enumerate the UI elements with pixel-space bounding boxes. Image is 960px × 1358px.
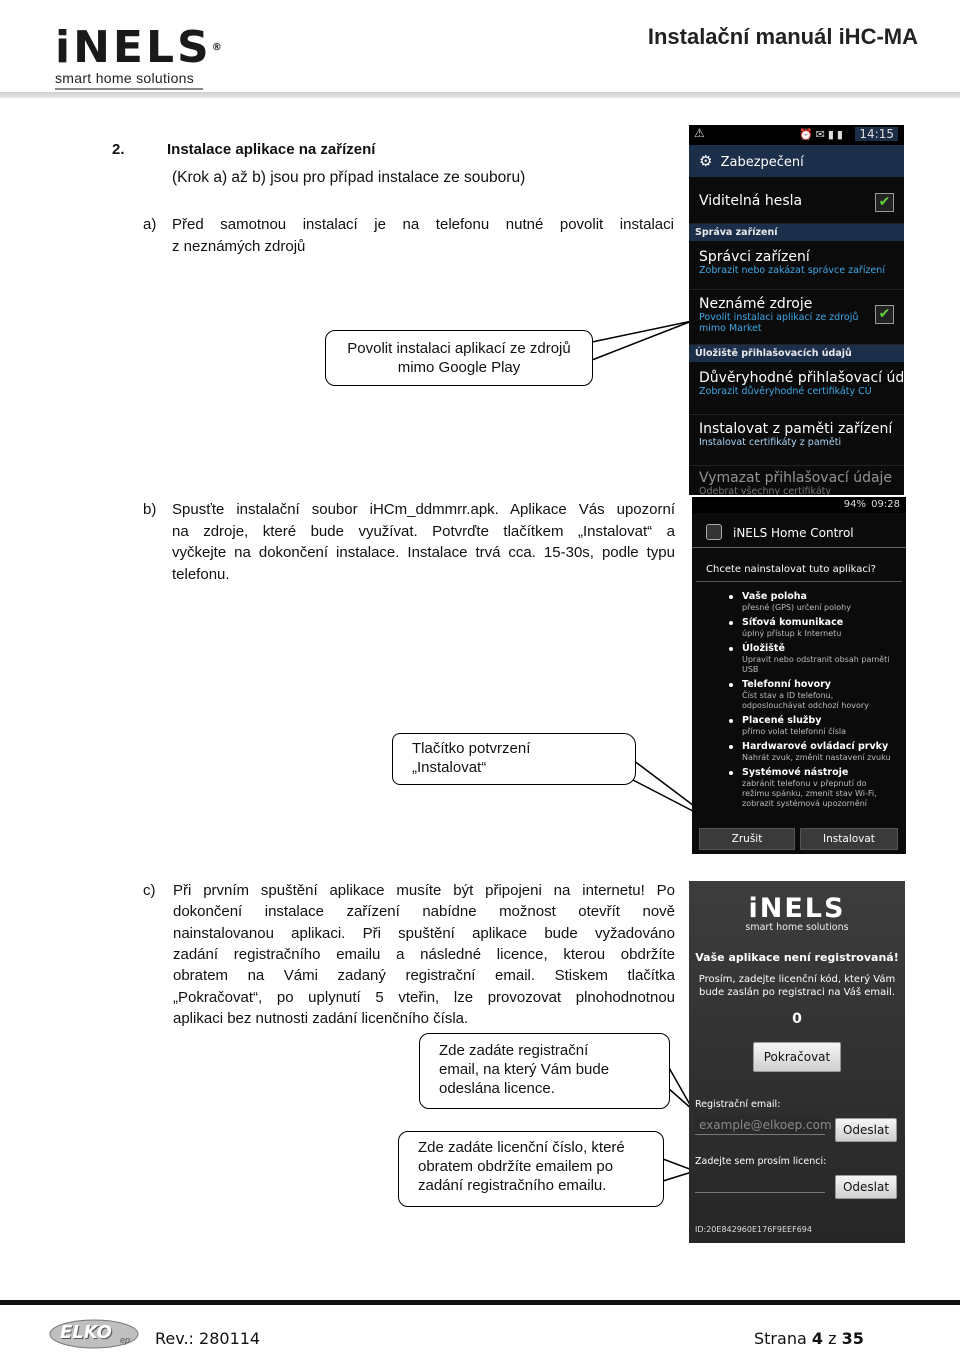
elko-wordmark: ELKO bbox=[60, 1322, 112, 1343]
gear-icon: ⚙ bbox=[699, 152, 713, 170]
permission-title: Telefonní hovory bbox=[742, 679, 831, 690]
setting-visible-passwords[interactable] bbox=[689, 187, 904, 224]
permission-title: Vaše poloha bbox=[742, 591, 807, 602]
header-rule bbox=[0, 92, 960, 98]
callout-c1-line1: Zde zadáte registrační bbox=[439, 1042, 589, 1059]
step-c-line: zadání registračního emailu a následné licence, kterou obdržíte bbox=[173, 946, 675, 963]
screenshot-install-permissions bbox=[692, 497, 906, 854]
registration-message-line1: Prosím, zadejte licenční kód, který Vám bbox=[698, 974, 896, 985]
permission-desc: úplný přístup k Internetu bbox=[742, 629, 842, 638]
inels-logo: iNELS® smart home solutions bbox=[55, 28, 225, 84]
install-question: Chcete nainstalovat tuto aplikaci? bbox=[706, 564, 876, 575]
logo-underline bbox=[55, 88, 203, 90]
elko-suffix: ep bbox=[120, 1335, 131, 1345]
step-a-line2: z neznámých zdrojů bbox=[172, 238, 306, 255]
logo-tagline: smart home solutions bbox=[55, 70, 195, 86]
license-input[interactable] bbox=[695, 1173, 825, 1193]
permission-desc: Nahrát zvuk, změnit nastavení zvuku bbox=[742, 753, 891, 762]
step-c-line: „Pokračovat“, po uplynutí 5 vteřin, lze provozovat plnohodnotnou bbox=[173, 989, 675, 1006]
callout-license bbox=[398, 1131, 664, 1207]
app-header bbox=[692, 513, 906, 548]
setting-subtitle: mimo Market bbox=[699, 323, 762, 334]
status-bar bbox=[692, 497, 906, 513]
callout-install-button bbox=[392, 733, 636, 785]
warning-icon: ⚠ bbox=[694, 126, 705, 140]
permission-desc: režimu spánku, zmenit stav Wi-Fi, bbox=[742, 789, 877, 798]
license-label: Zadejte sem prosím licenci: bbox=[695, 1156, 827, 1167]
countdown-counter: 0 bbox=[792, 1011, 802, 1027]
screenshot-security-settings bbox=[689, 125, 904, 495]
email-label: Registrační email: bbox=[695, 1099, 781, 1110]
settings-title: Zabezpečení bbox=[720, 155, 804, 170]
screenshot-registration bbox=[689, 881, 905, 1243]
setting-title: Neznámé zdroje bbox=[699, 296, 813, 312]
app-logo-wordmark: iNELS bbox=[748, 893, 846, 924]
permission-desc: odposlouchávat odchozí hovory bbox=[742, 701, 869, 710]
setting-title: Vymazat přihlašovací údaje bbox=[699, 470, 893, 486]
callout-unknown-sources bbox=[325, 330, 593, 386]
status-bar bbox=[689, 125, 904, 145]
permission-desc: zobrazit systémová upozornění bbox=[742, 799, 868, 808]
status-icons: ⏰✉▮▮ bbox=[798, 128, 846, 141]
battery-level: 94% bbox=[843, 499, 866, 510]
callout-a-line1: Povolit instalaci aplikací ze zdrojů bbox=[347, 340, 571, 357]
permission-title: Placené služby bbox=[742, 715, 822, 726]
permission-desc: zabránit telefonu v přepnutí do bbox=[742, 779, 867, 788]
callout-a-line2: mimo Google Play bbox=[397, 359, 521, 376]
setting-install-from-storage[interactable] bbox=[689, 415, 904, 466]
permission-item bbox=[696, 715, 902, 737]
setting-title: Viditelná hesla bbox=[699, 193, 803, 209]
setting-clear-credentials[interactable] bbox=[689, 466, 904, 495]
callout-c1-line2: email, na který Vám bude bbox=[439, 1061, 610, 1078]
permission-desc: Číst stav a ID telefonu, bbox=[742, 691, 834, 700]
setting-subtitle: Zobrazit nebo zakázat správce zařízení bbox=[699, 265, 885, 276]
android-app-icon bbox=[706, 524, 722, 540]
setting-title: Důvěryhodné přihlašovací úd bbox=[699, 370, 904, 386]
continue-button[interactable]: Pokračovat bbox=[753, 1042, 841, 1072]
setting-subtitle: Povolit instalaci aplikací ze zdrojů bbox=[699, 312, 859, 323]
settings-header bbox=[689, 145, 904, 177]
setting-trusted-credentials[interactable] bbox=[689, 362, 904, 415]
setting-title: Správci zařízení bbox=[699, 249, 810, 265]
step-b-line2: na zdroje, které bude využívat. Potvrďte tlačítkem „Instalovat“ a bbox=[172, 523, 675, 540]
page-number bbox=[754, 1329, 864, 1348]
page-separator: z bbox=[828, 1329, 837, 1348]
registration-message-line2: bude zaslán po registraci na Váš email. bbox=[699, 987, 895, 998]
page-prefix: Strana bbox=[754, 1329, 807, 1348]
step-b-label: b) bbox=[143, 501, 157, 518]
logo-wordmark: iNELS bbox=[55, 22, 212, 73]
setting-subtitle: Odebrat všechny certifikáty bbox=[699, 486, 832, 495]
email-placeholder: example@elkoep.com bbox=[699, 1118, 832, 1132]
callout-b-line1: Tlačítko potvrzení bbox=[412, 740, 531, 757]
app-logo-tagline: smart home solutions bbox=[745, 922, 849, 933]
send-email-button[interactable]: Odeslat bbox=[835, 1118, 897, 1142]
permission-item bbox=[696, 643, 902, 675]
callout-b-line2: „Instalovat“ bbox=[412, 759, 487, 776]
step-b-line3: vyčkejte na dokončení instalace. Instalace trvá cca. 15-30s, podle typu bbox=[172, 544, 675, 561]
permission-desc: Upravit nebo odstranit obsah paměti bbox=[742, 655, 890, 664]
permission-title: Úložiště bbox=[742, 643, 785, 654]
permission-title: Systémové nástroje bbox=[742, 767, 849, 778]
revision: Rev.: 280114 bbox=[155, 1329, 261, 1348]
callout-c1-line3: odeslána licence. bbox=[439, 1080, 555, 1097]
callout-c2-line1: Zde zadáte licenční číslo, které bbox=[418, 1139, 625, 1156]
install-button[interactable]: Instalovat bbox=[800, 828, 898, 850]
step-c-line: obratem na Vámi zadaný registrační email. Stiskem tlačítka bbox=[173, 967, 675, 984]
permission-desc: přímo volat telefonní čísla bbox=[742, 727, 846, 736]
step-a-line1: Před samotnou instalací je na telefonu nutné povolit instalaci bbox=[172, 216, 674, 233]
permission-title: Hardwarové ovládací prvky bbox=[742, 741, 889, 752]
step-c-line: Při prvním spuštění aplikace musíte být připojeni na internetu! Po bbox=[173, 882, 675, 899]
permission-title: Síťová komunikace bbox=[742, 617, 844, 628]
setting-unknown-sources[interactable] bbox=[689, 290, 904, 345]
send-license-button[interactable]: Odeslat bbox=[835, 1175, 897, 1199]
permission-item bbox=[696, 767, 902, 809]
permission-desc: přesné (GPS) určení polohy bbox=[742, 603, 851, 612]
step-c-line: dokončení instalace zařízení nabídne možnost otevřít nově bbox=[173, 903, 675, 920]
status-time: 09:28 bbox=[871, 499, 900, 510]
permission-list bbox=[696, 581, 902, 809]
step-c-line: nainstalovanou aplikaci. Při spuštění aplikace bude vyžadováno bbox=[173, 925, 675, 942]
setting-subtitle: Zobrazit důvěryhodné certifikáty CÚ bbox=[699, 386, 872, 397]
page-total: 35 bbox=[841, 1329, 864, 1348]
permission-item bbox=[696, 741, 902, 763]
section-credential-storage: Úložiště přihlašovacích údajů bbox=[689, 345, 904, 362]
app-name: iNELS Home Control bbox=[733, 526, 854, 540]
section-title: Instalace aplikace na zařízení bbox=[167, 141, 376, 158]
checkbox-checked-icon[interactable]: ✔ bbox=[875, 193, 894, 212]
device-id: ID:20E842960E176F9EEF694 bbox=[695, 1225, 812, 1234]
footer-rule bbox=[0, 1300, 960, 1305]
callout-a-pointer bbox=[590, 318, 695, 376]
permission-item bbox=[696, 679, 902, 711]
step-b-line4: telefonu. bbox=[172, 566, 230, 583]
registration-message bbox=[689, 973, 905, 999]
section-note: (Krok a) až b) jsou pro případ instalace ze souboru) bbox=[172, 169, 526, 186]
setting-device-admins[interactable] bbox=[689, 241, 904, 290]
step-b-line1: Spusťte instalační soubor iHCm_ddmmrr.apk. Aplikace Vás upozorní bbox=[172, 501, 675, 518]
step-c-label: c) bbox=[143, 882, 156, 899]
permission-item bbox=[696, 617, 902, 639]
elko-logo bbox=[48, 1318, 140, 1350]
registration-heading: Vaše aplikace není registrovaná! bbox=[695, 951, 899, 964]
step-a-label: a) bbox=[143, 216, 157, 233]
setting-title: Instalovat z paměti zařízení bbox=[699, 421, 893, 437]
permission-desc: USB bbox=[742, 665, 759, 674]
callout-c2-line2: obratem obdržíte emailem po bbox=[418, 1158, 614, 1175]
document-title: Instalační manuál iHC-MA bbox=[647, 24, 918, 49]
callout-email bbox=[419, 1033, 670, 1109]
page-current: 4 bbox=[811, 1329, 823, 1348]
email-input[interactable] bbox=[695, 1115, 832, 1135]
callout-c2-line3: zadání registračního emailu. bbox=[418, 1177, 607, 1194]
cancel-button[interactable]: Zrušit bbox=[699, 828, 795, 850]
status-time: 14:15 bbox=[855, 127, 898, 141]
setting-subtitle: Instalovat certifikáty z paměti bbox=[699, 437, 842, 448]
section-number: 2. bbox=[112, 141, 125, 158]
step-c-line: aplikaci bez nutnosti zadání licenčního čísla. bbox=[173, 1010, 469, 1027]
section-device-admin: Správa zařízení bbox=[689, 224, 904, 241]
checkbox-checked-icon[interactable]: ✔ bbox=[875, 305, 894, 324]
permission-item bbox=[696, 591, 902, 613]
